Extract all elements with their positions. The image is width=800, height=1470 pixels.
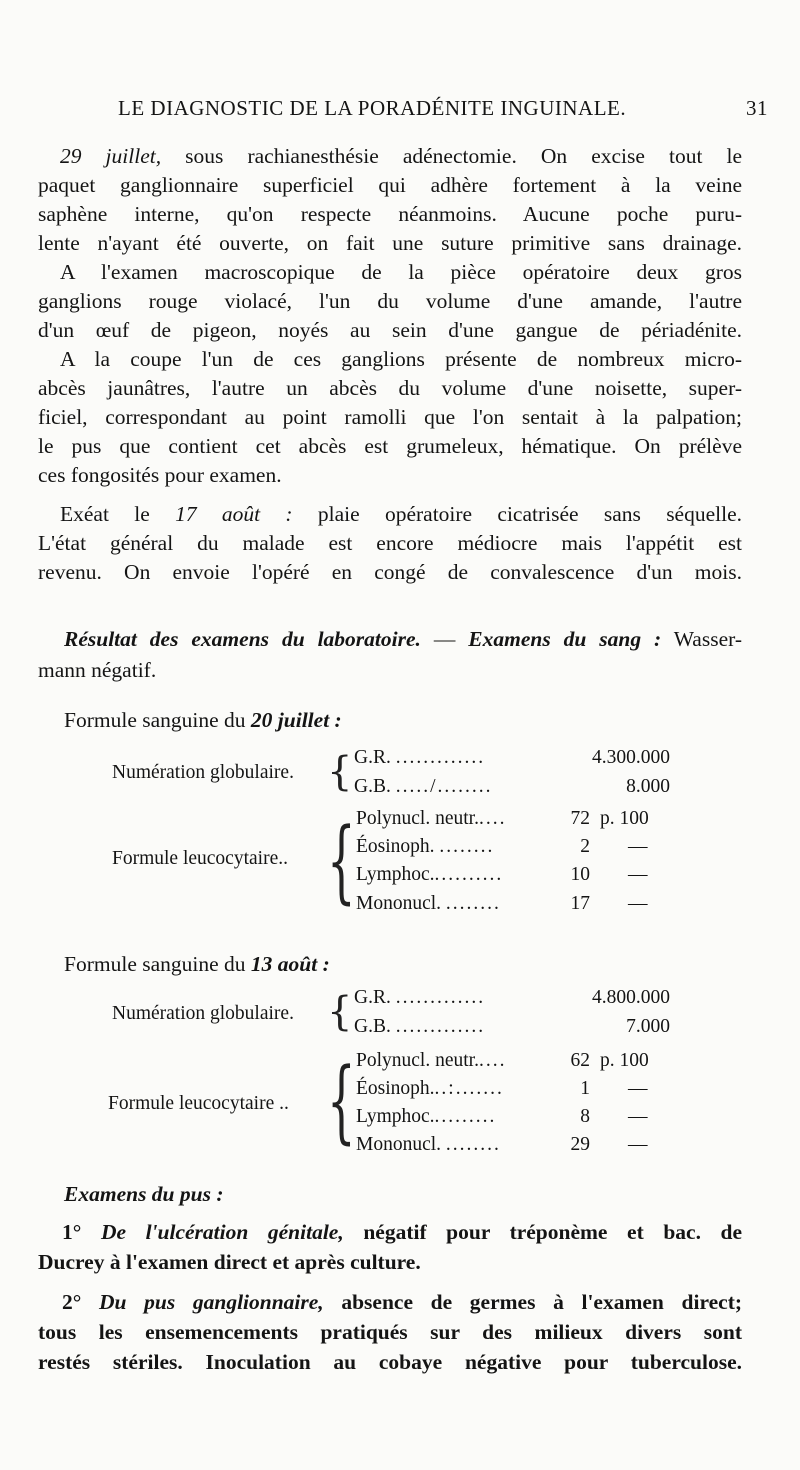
formula1-leuco-row — [356, 893, 670, 921]
pus-item1-line1 — [62, 1218, 742, 1246]
para3-line1: A la coupe l'un de ces ganglions présente de nombreux micro- — [60, 347, 742, 371]
row-value: 17 — [570, 893, 590, 914]
formula2-num-row — [354, 987, 670, 1015]
cell-name: G.R. — [354, 747, 391, 768]
pus-item1-text: négatif pour tréponème et bac. de — [363, 1220, 743, 1244]
running-title: LE DIAGNOSTIC DE LA PORADÉNITE INGUINALE. — [118, 96, 627, 120]
cell-dots: ............. — [395, 987, 486, 1008]
cell-dots: ...../........ — [395, 776, 493, 797]
row-value: 7.000 — [626, 1016, 670, 1037]
row-name — [356, 1134, 501, 1156]
formula1-num-row — [354, 747, 670, 775]
running-header — [118, 96, 768, 121]
formula2-leuco-brace: { — [327, 1049, 356, 1154]
formula2-leuco-row — [356, 1050, 670, 1078]
cell-dots: .... — [478, 808, 507, 829]
row-name — [356, 1050, 506, 1072]
pus-item1-line2: Ducrey à l'examen direct et après culture. — [38, 1250, 421, 1274]
lab-title: Résultat des examens du laboratoire. — [64, 627, 421, 651]
para3-line5: ces fongosités pour examen. — [38, 463, 282, 487]
para2-line1: A l'examen macroscopique de la pièce opératoire deux gros — [60, 260, 742, 284]
row-unit: — — [628, 836, 648, 857]
lab-sang: Examens du sang : — [468, 627, 662, 651]
formula2-title-text: Formule sanguine du — [64, 952, 246, 976]
formula2-leuco-row — [356, 1078, 670, 1106]
para1-date: 29 juillet, — [60, 144, 162, 168]
row-name — [356, 1106, 496, 1128]
lab-line2: mann négatif. — [38, 658, 157, 682]
row-value: 8.000 — [626, 776, 670, 797]
para3-line2: abcès jaunâtres, l'autre un abcès du volume d'une noisette, super- — [38, 376, 742, 400]
formula1-num-row — [354, 776, 670, 804]
para4-text1b: plaie opératoire cicatrisée sans séquelle. — [317, 502, 743, 526]
cell-name: G.B. — [354, 776, 391, 797]
cell-name: Éosinoph. — [356, 1078, 435, 1099]
row-name — [354, 747, 485, 769]
para1-line4: lente n'ayant été ouverte, on fait une suture primitive sans drainage. — [38, 231, 742, 255]
para4-line2: L'état général du malade est encore médiocre mais l'appétit est — [38, 531, 742, 555]
formula1-leuco-label: Formule leucocytaire.. — [112, 848, 288, 869]
para4-text1a: Exéat le — [60, 502, 150, 526]
cell-name: Lymphoc. — [356, 864, 435, 885]
cell-dots: ............. — [395, 747, 486, 768]
lab-text1b: Wasser- — [673, 627, 742, 651]
cell-name: Lymphoc. — [356, 1106, 435, 1127]
lab-dash: — — [420, 627, 469, 651]
cell-dots: ........ — [439, 836, 495, 857]
cell-dots: ............. — [395, 1016, 486, 1037]
para3-line3: ficiel, correspondant au point ramolli que l'on sentait à la palpation; — [38, 405, 742, 429]
pus-item1-title: De l'ulcération génitale, — [100, 1220, 344, 1244]
formula2-num-row — [354, 1016, 670, 1044]
formula2-num-label: Numération globulaire. — [112, 1003, 294, 1024]
formula1-leuco-row — [356, 836, 670, 864]
para1-line2: paquet ganglionnaire superficiel qui adhère fortement à la veine — [38, 173, 742, 197]
cell-dots: ..:....... — [434, 1078, 504, 1099]
row-value: 10 — [570, 864, 590, 885]
formula2-leuco-row — [356, 1134, 670, 1162]
row-unit: p. 100 — [600, 1050, 649, 1071]
para4-line1 — [60, 500, 742, 528]
row-value: 72 — [570, 808, 590, 829]
formula1-title — [64, 706, 768, 734]
row-unit: — — [628, 1078, 648, 1099]
pus-item2-number: 2° — [62, 1290, 82, 1314]
row-value: 4.800.000 — [592, 987, 670, 1008]
pus-item2-title: Du pus ganglionnaire, — [99, 1290, 324, 1314]
row-value: 2 — [580, 836, 590, 857]
para4-line3: revenu. On envoie l'opéré en congé de convalescence d'un mois. — [38, 560, 742, 584]
cell-dots: ........ — [445, 893, 501, 914]
row-name — [354, 1016, 485, 1038]
formula2-leuco-row — [356, 1106, 670, 1134]
cell-name: Polynucl. neutr. — [356, 1050, 479, 1071]
formula1-num-brace: { — [327, 749, 353, 795]
formula2-date: 13 août : — [250, 952, 330, 976]
formula1-date: 20 juillet : — [250, 708, 342, 732]
row-value: 1 — [580, 1078, 590, 1099]
row-name — [354, 987, 485, 1009]
lab-line1 — [64, 625, 742, 653]
row-unit: — — [628, 893, 648, 914]
formula1-num-label: Numération globulaire. — [112, 762, 294, 783]
para1-text1: sous rachianesthésie adénectomie. On excise tout le — [185, 144, 742, 168]
row-name — [356, 893, 501, 915]
cell-dots: ........ — [445, 1134, 501, 1155]
formula1-leuco-row — [356, 864, 670, 892]
para3-line4: le pus que contient cet abcès est grumeleux, hématique. On prélève — [38, 434, 742, 458]
pus-item2-line3: restés stériles. Inoculation au cobaye négative pour tuberculose. — [38, 1350, 742, 1374]
pus-item1-number: 1° — [62, 1220, 82, 1244]
row-name — [356, 1078, 504, 1100]
row-unit: — — [628, 1106, 648, 1127]
para1-line1 — [60, 142, 742, 170]
para2-line3: d'un œuf de pigeon, noyés au sein d'une gangue de périadénite. — [38, 318, 742, 342]
pus-title: Examens du pus : — [64, 1182, 224, 1206]
row-unit: — — [628, 1134, 648, 1155]
cell-name: Éosinoph. — [356, 836, 435, 857]
row-value: 4.300.000 — [592, 747, 670, 768]
row-unit: — — [628, 864, 648, 885]
cell-name: Mononucl. — [356, 1134, 442, 1155]
page-number: 31 — [746, 96, 768, 120]
row-unit: p. 100 — [600, 808, 649, 829]
para4-date: 17 août : — [175, 502, 293, 526]
pus-item2-text: absence de germes à l'examen direct; — [341, 1290, 743, 1314]
formula1-leuco-brace: { — [327, 809, 356, 914]
formula1-title-text: Formule sanguine du — [64, 708, 246, 732]
pus-item2-line2: tous les ensemencements pratiqués sur des milieux divers sont — [38, 1320, 742, 1344]
row-name — [356, 808, 506, 830]
cell-name: Polynucl. neutr. — [356, 808, 479, 829]
cell-dots: ......... — [434, 1106, 497, 1127]
row-value: 8 — [580, 1106, 590, 1127]
cell-name: G.B. — [354, 1016, 391, 1037]
row-name — [356, 864, 503, 886]
cell-dots: .......... — [434, 864, 504, 885]
para2-line2: ganglions rouge violacé, l'un du volume d'une amande, l'autre — [38, 289, 742, 313]
formula2-leuco-label: Formule leucocytaire .. — [108, 1093, 289, 1114]
cell-name: Mononucl. — [356, 893, 442, 914]
formula2-title — [64, 950, 768, 978]
para1-line3: saphène interne, qu'on respecte néanmoins. Aucune poche puru- — [38, 202, 742, 226]
cell-dots: .... — [478, 1050, 507, 1071]
cell-name: G.R. — [354, 987, 391, 1008]
row-value: 62 — [570, 1050, 590, 1071]
formula2-num-brace: { — [327, 989, 353, 1035]
row-name — [356, 836, 494, 858]
row-value: 29 — [570, 1134, 590, 1155]
row-name — [354, 776, 493, 798]
formula1-leuco-row — [356, 808, 670, 836]
pus-item2-line1 — [62, 1288, 742, 1316]
